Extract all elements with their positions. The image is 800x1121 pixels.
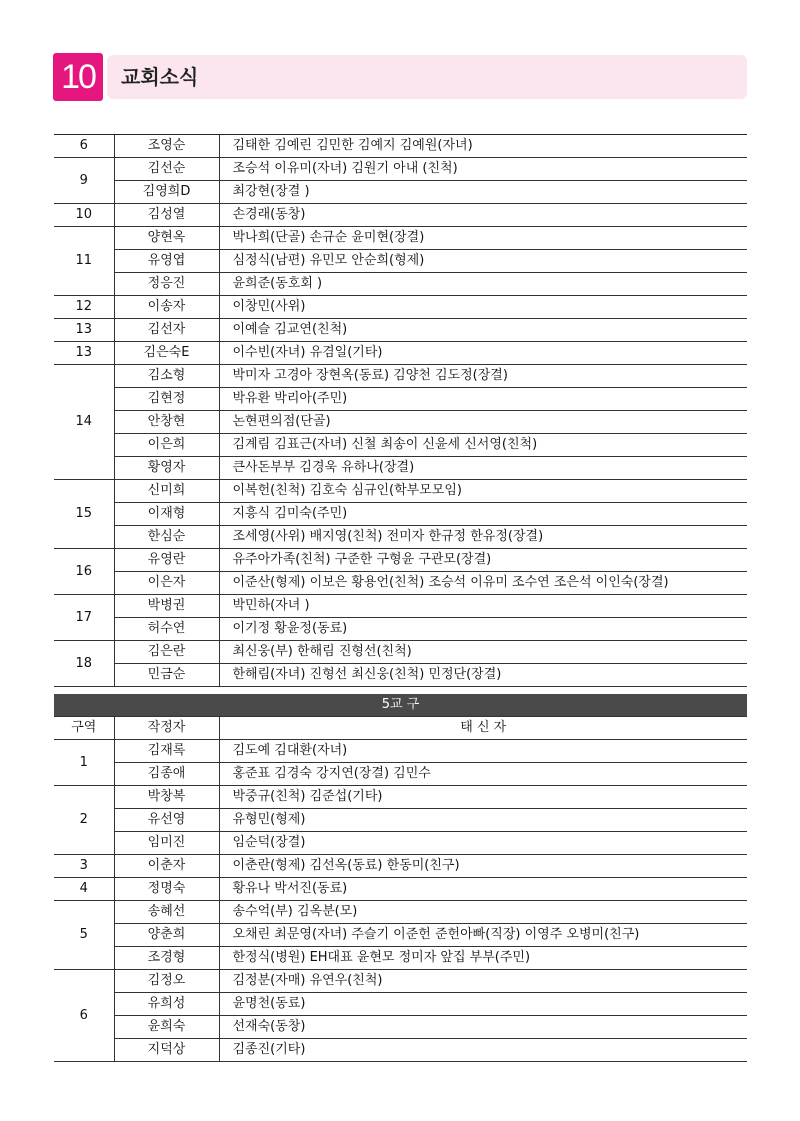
- page-header: [53, 53, 747, 101]
- author-cell: 정응진: [114, 273, 219, 296]
- table-row: [54, 434, 747, 457]
- table-row: [54, 878, 747, 901]
- zone-cell: 5: [54, 901, 114, 970]
- table-row: [54, 855, 747, 878]
- zone-cell: 2: [54, 786, 114, 855]
- author-cell: 김정오: [114, 970, 219, 993]
- targets-cell: 송수억(부) 김옥분(모): [219, 901, 747, 924]
- prayer-target-table-top: [54, 134, 747, 687]
- zone-cell: 11: [54, 227, 114, 296]
- author-cell: 정명숙: [114, 878, 219, 901]
- targets-cell: 이복헌(친척) 김호숙 심규인(학부모모임): [219, 480, 747, 503]
- author-cell: 김영희D: [114, 181, 219, 204]
- column-header-zone: 구역: [54, 717, 114, 740]
- zone-cell: 15: [54, 480, 114, 549]
- zone-cell: 17: [54, 595, 114, 641]
- targets-cell: 김정분(자매) 유연우(친척): [219, 970, 747, 993]
- table-row: [54, 1039, 747, 1062]
- table-row: [54, 181, 747, 204]
- column-header-targets: 태 신 자: [219, 717, 747, 740]
- targets-cell: 심정식(남편) 유민모 안순희(형제): [219, 250, 747, 273]
- author-cell: 유영엽: [114, 250, 219, 273]
- targets-cell: 박유환 박리아(주민): [219, 388, 747, 411]
- table-row: [54, 227, 747, 250]
- table-row: [54, 273, 747, 296]
- author-cell: 김은란: [114, 641, 219, 664]
- column-header-author: 작정자: [114, 717, 219, 740]
- targets-cell: 박미자 고경아 장현옥(동료) 김양천 김도정(장결): [219, 365, 747, 388]
- targets-cell: 조세영(사위) 배지영(친척) 전미자 한규정 한유정(장결): [219, 526, 747, 549]
- author-cell: 김소형: [114, 365, 219, 388]
- column-header-row: [54, 717, 747, 740]
- targets-cell: 논현편의점(단골): [219, 411, 747, 434]
- author-cell: 김선자: [114, 319, 219, 342]
- zone-cell: 9: [54, 158, 114, 204]
- zone-cell: 13: [54, 342, 114, 365]
- table-row: [54, 1016, 747, 1039]
- zone-cell: 6: [54, 970, 114, 1062]
- author-cell: 유선영: [114, 809, 219, 832]
- table-row: [54, 250, 747, 273]
- table-row: [54, 319, 747, 342]
- author-cell: 양현옥: [114, 227, 219, 250]
- targets-cell: 조승석 이유미(자녀) 김원기 아내 (친척): [219, 158, 747, 181]
- author-cell: 신미희: [114, 480, 219, 503]
- author-cell: 안창현: [114, 411, 219, 434]
- targets-cell: 윤희준(동호회 ): [219, 273, 747, 296]
- zone-cell: 4: [54, 878, 114, 901]
- author-cell: 김재록: [114, 740, 219, 763]
- author-cell: 김은숙E: [114, 342, 219, 365]
- table-row: [54, 158, 747, 181]
- section-title: 교회소식: [121, 65, 199, 89]
- targets-cell: 유주아가족(친척) 구준한 구형윤 구관모(장결): [219, 549, 747, 572]
- targets-cell: 최신웅(부) 한해림 진형선(친척): [219, 641, 747, 664]
- author-cell: 박창복: [114, 786, 219, 809]
- targets-cell: 최강현(장결 ): [219, 181, 747, 204]
- table-row: [54, 296, 747, 319]
- author-cell: 이춘자: [114, 855, 219, 878]
- page-number-badge: 10: [53, 53, 103, 101]
- table-row: [54, 549, 747, 572]
- author-cell: 조영순: [114, 135, 219, 158]
- author-cell: 이은희: [114, 434, 219, 457]
- targets-cell: 큰사돈부부 김경욱 유하나(장결): [219, 457, 747, 480]
- zone-cell: 16: [54, 549, 114, 595]
- author-cell: 임미진: [114, 832, 219, 855]
- table-row: [54, 457, 747, 480]
- table-row: [54, 664, 747, 687]
- targets-cell: 유형민(형제): [219, 809, 747, 832]
- table-row: [54, 786, 747, 809]
- table-row: [54, 618, 747, 641]
- table-row: [54, 809, 747, 832]
- targets-cell: 김계림 김표근(자녀) 신철 최송이 신윤세 신서영(친척): [219, 434, 747, 457]
- targets-cell: 박중규(친척) 김준섭(기타): [219, 786, 747, 809]
- district-title: 5교 구: [54, 694, 747, 717]
- table-row: [54, 572, 747, 595]
- author-cell: 이송자: [114, 296, 219, 319]
- targets-cell: 황유나 박서진(동료): [219, 878, 747, 901]
- table-row: [54, 901, 747, 924]
- table-row: [54, 740, 747, 763]
- section-title-bar: [107, 55, 747, 99]
- targets-cell: 이기정 황윤정(동료): [219, 618, 747, 641]
- author-cell: 김성열: [114, 204, 219, 227]
- zone-cell: 18: [54, 641, 114, 687]
- zone-cell: 10: [54, 204, 114, 227]
- author-cell: 민금순: [114, 664, 219, 687]
- table-row: [54, 641, 747, 664]
- table-row: [54, 342, 747, 365]
- author-cell: 허수연: [114, 618, 219, 641]
- targets-cell: 김태한 김예린 김민한 김예지 김예원(자녀): [219, 135, 747, 158]
- targets-cell: 한해림(자녀) 진형선 최신웅(친척) 민정단(장결): [219, 664, 747, 687]
- table-row: [54, 947, 747, 970]
- targets-cell: 지흥식 김미숙(주민): [219, 503, 747, 526]
- targets-cell: 이춘란(형제) 김선옥(동료) 한동미(친구): [219, 855, 747, 878]
- targets-cell: 이예슬 김교연(친척): [219, 319, 747, 342]
- author-cell: 김선순: [114, 158, 219, 181]
- author-cell: 송혜선: [114, 901, 219, 924]
- author-cell: 양춘희: [114, 924, 219, 947]
- targets-cell: 선재숙(동창): [219, 1016, 747, 1039]
- targets-cell: 한정식(병원) EH대표 윤현모 정미자 앞집 부부(주민): [219, 947, 747, 970]
- table-row: [54, 924, 747, 947]
- author-cell: 조경형: [114, 947, 219, 970]
- zone-cell: 14: [54, 365, 114, 480]
- zone-cell: 1: [54, 740, 114, 786]
- targets-cell: 박나희(단골) 손규순 윤미현(장결): [219, 227, 747, 250]
- author-cell: 윤희숙: [114, 1016, 219, 1039]
- table-row: [54, 135, 747, 158]
- author-cell: 김현정: [114, 388, 219, 411]
- targets-cell: 박민하(자녀 ): [219, 595, 747, 618]
- table-row: [54, 388, 747, 411]
- targets-cell: 손경래(동창): [219, 204, 747, 227]
- targets-cell: 윤명천(동료): [219, 993, 747, 1016]
- targets-cell: 임순덕(장결): [219, 832, 747, 855]
- author-cell: 지덕상: [114, 1039, 219, 1062]
- zone-cell: 12: [54, 296, 114, 319]
- author-cell: 박병권: [114, 595, 219, 618]
- author-cell: 황영자: [114, 457, 219, 480]
- targets-cell: 이수빈(자녀) 유겸일(기타): [219, 342, 747, 365]
- table-row: [54, 970, 747, 993]
- table-row: [54, 763, 747, 786]
- author-cell: 유희성: [114, 993, 219, 1016]
- table-row: [54, 503, 747, 526]
- table-row: [54, 204, 747, 227]
- table-row: [54, 411, 747, 434]
- table-row: [54, 526, 747, 549]
- targets-cell: 오채린 최문영(자녀) 주슬기 이준헌 준헌아빠(직장) 이영주 오병미(친구): [219, 924, 747, 947]
- targets-cell: 김도예 김대환(자녀): [219, 740, 747, 763]
- targets-cell: 이창민(사위): [219, 296, 747, 319]
- targets-cell: 홍준표 김경숙 강지연(장결) 김민수: [219, 763, 747, 786]
- table-row: [54, 832, 747, 855]
- author-cell: 김종애: [114, 763, 219, 786]
- author-cell: 이재형: [114, 503, 219, 526]
- targets-cell: 이준산(형제) 이보은 황용언(친척) 조승석 이유미 조수연 조은석 이인숙(장결): [219, 572, 747, 595]
- author-cell: 이은자: [114, 572, 219, 595]
- author-cell: 한심순: [114, 526, 219, 549]
- zone-cell: 3: [54, 855, 114, 878]
- zone-cell: 6: [54, 135, 114, 158]
- zone-cell: 13: [54, 319, 114, 342]
- author-cell: 유영란: [114, 549, 219, 572]
- prayer-target-table-5th-district: [54, 694, 747, 1062]
- table-row: [54, 595, 747, 618]
- table-row: [54, 993, 747, 1016]
- table-row: [54, 365, 747, 388]
- targets-cell: 김종진(기타): [219, 1039, 747, 1062]
- table-row: [54, 480, 747, 503]
- district-header-row: [54, 694, 747, 717]
